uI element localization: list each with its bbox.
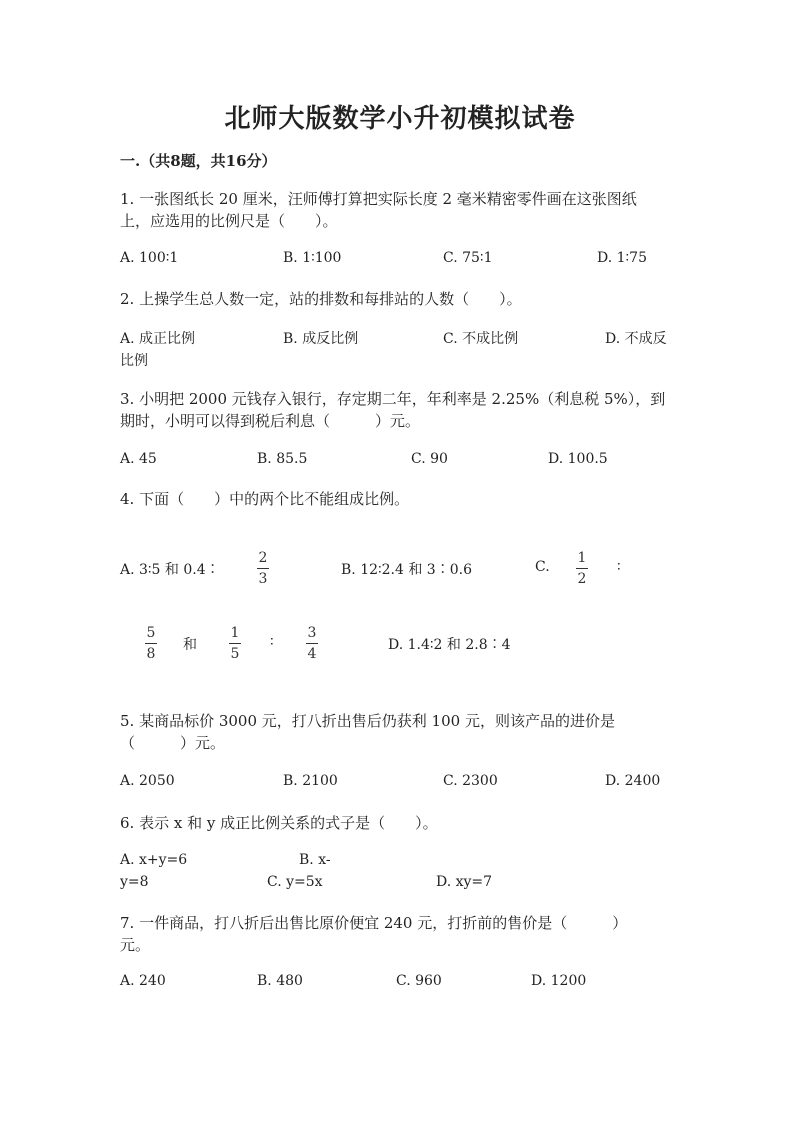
option-d: D. 1.4∶2 和 2.8∶4 bbox=[388, 637, 511, 653]
question-7 bbox=[120, 912, 680, 956]
fraction-2 bbox=[229, 625, 241, 662]
fraction-bar bbox=[229, 643, 241, 644]
question-4 bbox=[120, 488, 680, 510]
question-3 bbox=[120, 388, 690, 432]
fraction-1 bbox=[145, 625, 157, 662]
fraction-bar bbox=[145, 643, 157, 644]
ratio-colon: ∶ bbox=[270, 634, 274, 650]
fraction-3 bbox=[306, 625, 318, 662]
denominator: 8 bbox=[146, 646, 156, 662]
option-a: A. 成正比例 bbox=[120, 331, 196, 347]
fraction-bar bbox=[257, 568, 269, 569]
option-a: A. 2050 bbox=[120, 773, 175, 789]
option-d-wrap: 比例 bbox=[120, 353, 148, 369]
option-c: C. 2300 bbox=[443, 773, 498, 789]
denominator: 3 bbox=[258, 571, 268, 587]
ratio-colon: ∶ bbox=[617, 559, 621, 575]
option-d: D. 1∶75 bbox=[597, 250, 647, 266]
question-6 bbox=[120, 812, 680, 834]
option-b-wrap: y=8 bbox=[120, 874, 149, 890]
fraction-bar bbox=[306, 643, 318, 644]
question-text-line: 元。 bbox=[120, 936, 151, 954]
denominator: 5 bbox=[230, 646, 240, 662]
option-a: A. 100∶1 bbox=[120, 250, 179, 266]
option-b: B. 12∶2.4 和 3∶0.6 bbox=[341, 562, 472, 578]
numerator: 1 bbox=[230, 625, 240, 641]
option-c: C. 960 bbox=[396, 973, 442, 989]
question-text-line: 4. 下面（ ）中的两个比不能组成比例。 bbox=[120, 490, 410, 508]
fraction-a bbox=[257, 550, 269, 587]
option-b: B. x- bbox=[299, 852, 331, 868]
option-b: B. 480 bbox=[257, 973, 303, 989]
and-word: 和 bbox=[183, 637, 197, 653]
question-text-line: 7. 一件商品，打八折后出售比原价便宜 240 元，打折前的售价是（ ） bbox=[120, 914, 628, 932]
option-c: C. bbox=[535, 559, 550, 575]
option-c: C. y=5x bbox=[267, 874, 323, 890]
option-d: D. xy=7 bbox=[436, 874, 493, 890]
option-c: C. 75∶1 bbox=[443, 250, 493, 266]
numerator: 1 bbox=[577, 550, 587, 566]
option-d: D. 100.5 bbox=[548, 451, 608, 467]
fraction-c bbox=[576, 550, 588, 587]
question-text-line: 1. 一张图纸长 20 厘米，汪师傅打算把实际长度 2 毫米精密零件画在这张图纸 bbox=[120, 190, 637, 208]
option-b: B. 2100 bbox=[283, 773, 338, 789]
numerator: 2 bbox=[258, 550, 268, 566]
denominator: 4 bbox=[307, 646, 317, 662]
option-b: B. 85.5 bbox=[257, 451, 308, 467]
numerator: 3 bbox=[307, 625, 317, 641]
option-b: B. 1∶100 bbox=[283, 250, 342, 266]
option-c: C. 90 bbox=[411, 451, 448, 467]
denominator: 2 bbox=[577, 571, 587, 587]
option-b: B. 成反比例 bbox=[283, 331, 359, 347]
fraction-bar bbox=[576, 568, 588, 569]
question-text-line: 6. 表示 x 和 y 成正比例关系的式子是（ ）。 bbox=[120, 814, 438, 832]
option-a: A. 45 bbox=[120, 451, 157, 467]
page-title: 北师大版数学小升初模拟试卷 bbox=[224, 104, 576, 134]
option-a: A. x+y=6 bbox=[120, 852, 188, 868]
question-2 bbox=[120, 288, 680, 310]
numerator: 5 bbox=[146, 625, 156, 641]
option-a: A. 240 bbox=[120, 973, 166, 989]
question-text-line: 3. 小明把 2000 元钱存入银行，存定期二年，年利率是 2.25%（利息税 5%），到 bbox=[120, 390, 666, 408]
question-text-line: （ ）元。 bbox=[120, 734, 226, 752]
option-d: D. 不成反 bbox=[605, 331, 667, 347]
question-text-line: 2. 上操学生总人数一定，站的排数和每排站的人数（ ）。 bbox=[120, 290, 522, 308]
question-text-line: 期时，小明可以得到税后利息（ ）元。 bbox=[120, 412, 421, 430]
option-a: A. 3∶5 和 0.4∶ bbox=[120, 562, 220, 578]
question-1 bbox=[120, 188, 680, 232]
question-5 bbox=[120, 710, 680, 754]
option-d: D. 1200 bbox=[531, 973, 587, 989]
question-text-line: 上，应选用的比例尺是（ ）。 bbox=[120, 212, 338, 230]
option-d: D. 2400 bbox=[605, 773, 661, 789]
option-c: C. 不成比例 bbox=[443, 331, 519, 347]
section-heading: 一.（共8题，共16分） bbox=[120, 152, 277, 170]
question-text-line: 5. 某商品标价 3000 元，打八折出售后仍获利 100 元，则该产品的进价是 bbox=[120, 712, 615, 730]
